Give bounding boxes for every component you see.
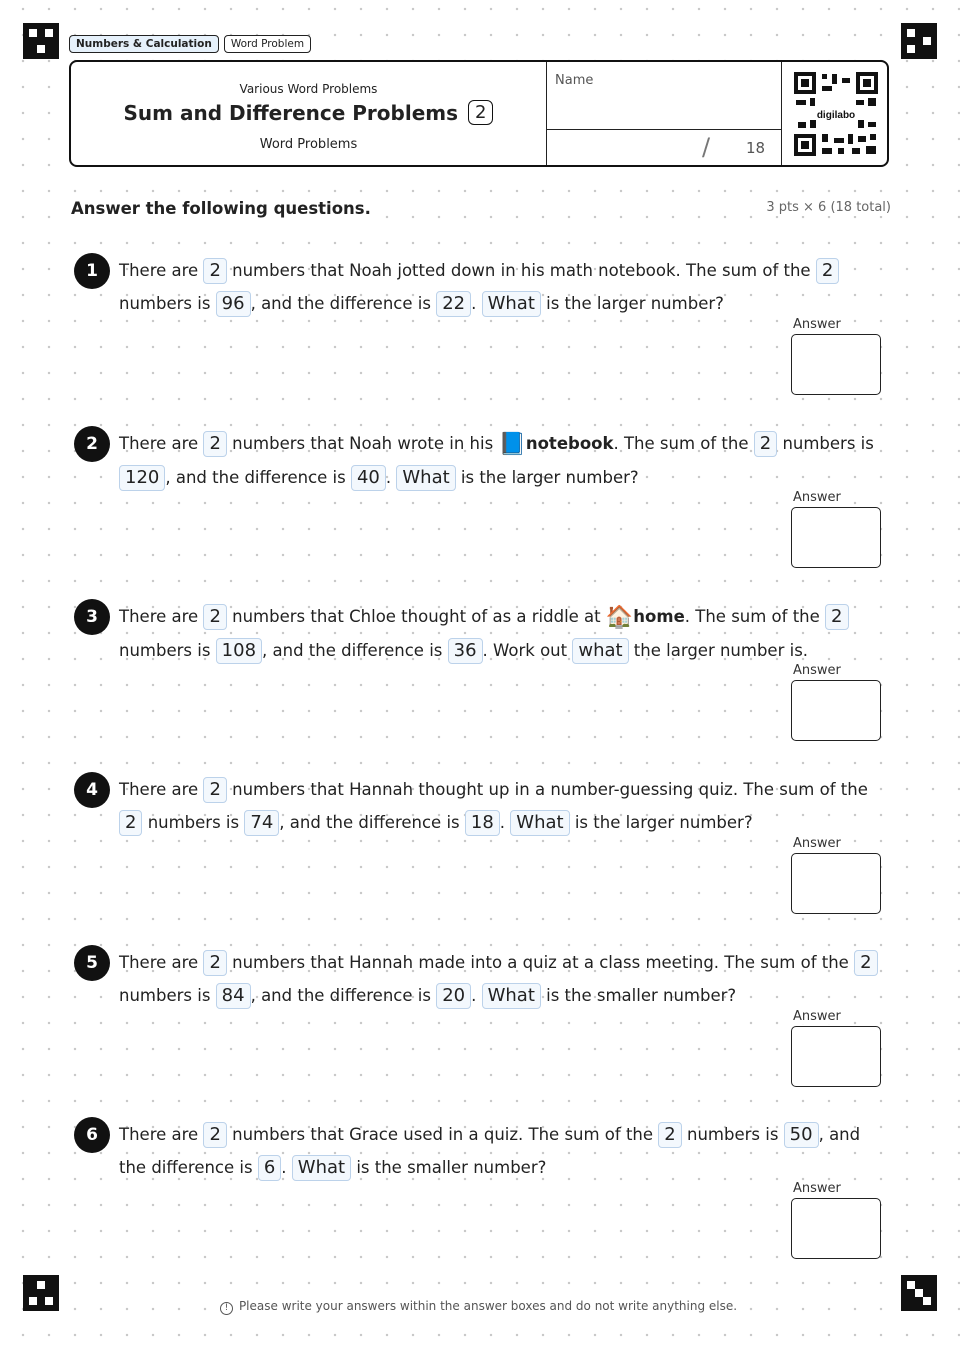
question-number: 1 <box>74 253 110 289</box>
value-box: 2 <box>825 604 848 630</box>
question-text <box>119 946 884 1012</box>
points-info: 3 pts × 6 (18 total) <box>766 200 891 215</box>
value-box: 6 <box>258 1155 281 1181</box>
value-box: 2 <box>203 431 226 457</box>
text-segment: There are <box>119 261 204 280</box>
answer-label: Answer <box>793 490 841 505</box>
qr-brand-text: digilabo <box>816 110 856 121</box>
worksheet-header <box>69 60 889 167</box>
corner-marker-top-left <box>23 23 59 59</box>
worksheet-subtitle: Various Word Problems <box>239 82 378 96</box>
value-box: What <box>292 1155 351 1181</box>
value-box: 84 <box>216 983 251 1009</box>
question-text <box>119 427 884 494</box>
text-segment: . <box>281 1158 292 1177</box>
text-segment: . <box>385 468 397 487</box>
value-box: 96 <box>216 291 251 317</box>
question-number: 2 <box>74 426 110 462</box>
text-segment: numbers is <box>119 986 216 1005</box>
text-segment: , and the difference is <box>165 468 351 487</box>
question-text <box>119 254 884 320</box>
tag-topic: Numbers & Calculation <box>69 35 219 53</box>
text-segment: . <box>471 986 482 1005</box>
value-box: 2 <box>816 258 839 284</box>
title-block <box>71 62 546 165</box>
text-segment: . <box>499 813 511 832</box>
corner-marker-top-right <box>901 23 937 59</box>
text-segment: , and the difference is <box>279 813 465 832</box>
value-box: What <box>482 291 541 317</box>
value-box: 36 <box>448 638 483 664</box>
text-segment: numbers that Hannah made into a quiz at a class meeting. The sum of the <box>226 953 855 972</box>
value-box: what <box>572 638 628 664</box>
value-box: 2 <box>754 431 777 457</box>
value-box: 2 <box>658 1122 681 1148</box>
score-total: 18 <box>746 139 766 157</box>
value-box: 2 <box>203 950 226 976</box>
value-box: 2 <box>203 604 226 630</box>
text-segment: , and the difference is <box>262 641 448 660</box>
score-slash: / <box>702 133 711 161</box>
worksheet-title <box>71 100 546 125</box>
text-segment: numbers is <box>142 813 245 832</box>
text-segment: . The sum of the <box>613 434 754 453</box>
question-6 <box>74 1117 894 1267</box>
value-box: 74 <box>244 810 279 836</box>
value-box: 120 <box>119 465 165 491</box>
value-box: 2 <box>203 258 226 284</box>
value-box: What <box>482 983 541 1009</box>
text-segment: numbers that Grace used in a quiz. The sum of the <box>226 1125 659 1144</box>
text-segment: numbers that Noah wrote in his <box>226 434 499 453</box>
answer-box[interactable] <box>791 1026 881 1087</box>
value-box: 40 <box>351 465 386 491</box>
question-number: 6 <box>74 1117 110 1153</box>
text-segment: numbers that Noah jotted down in his math notebook. The sum of the <box>226 261 816 280</box>
text-segment: . Work out <box>482 641 573 660</box>
value-box: What <box>396 465 455 491</box>
question-text <box>119 1118 884 1184</box>
text-segment: There are <box>119 434 204 453</box>
question-1 <box>74 253 894 403</box>
title-text: Sum and Difference Problems <box>123 100 459 125</box>
qr-code-area <box>781 62 888 165</box>
tag-type: Word Problem <box>224 35 311 53</box>
answer-box[interactable] <box>791 680 881 741</box>
text-segment: is the smaller number? <box>540 986 737 1005</box>
topic-tags <box>69 35 311 53</box>
text-segment: There are <box>119 780 204 799</box>
question-number: 4 <box>74 772 110 808</box>
footer-note <box>0 1299 960 1315</box>
text-segment: the larger number is. <box>628 641 809 660</box>
worksheet-category: Word Problems <box>259 137 358 152</box>
footer-text: Please write your answers within the answer boxes and do not write anything else. <box>236 1299 740 1313</box>
text-segment: There are <box>119 953 204 972</box>
worksheet-number: 2 <box>468 100 493 125</box>
text-segment: is the larger number? <box>540 294 724 313</box>
qr-code-icon <box>794 72 878 156</box>
text-segment: numbers is <box>681 1125 784 1144</box>
text-segment: . The sum of the <box>684 607 826 626</box>
text-segment: There are <box>119 607 204 626</box>
answer-label: Answer <box>793 1181 841 1196</box>
text-segment: , and the difference is <box>119 1125 861 1177</box>
name-field[interactable] <box>546 62 782 130</box>
value-box: 2 <box>203 1122 226 1148</box>
text-segment: numbers that Hannah thought up in a number-guessing quiz. The sum of the <box>226 780 868 799</box>
value-box: 22 <box>436 291 471 317</box>
text-segment: numbers is <box>777 434 874 453</box>
score-field[interactable] <box>546 129 782 165</box>
emoji-word: home <box>633 607 685 626</box>
answer-box[interactable] <box>791 1198 881 1259</box>
answer-label: Answer <box>793 836 841 851</box>
answer-box[interactable] <box>791 853 881 914</box>
text-segment: is the larger number? <box>569 813 753 832</box>
text-segment: numbers is <box>119 294 216 313</box>
value-box: 2 <box>119 810 142 836</box>
question-5 <box>74 945 894 1095</box>
answer-label: Answer <box>793 1009 841 1024</box>
info-icon: ! <box>220 1302 233 1315</box>
text-segment: There are <box>119 1125 204 1144</box>
question-4 <box>74 772 894 922</box>
question-3 <box>74 599 894 749</box>
emoji-word: notebook <box>525 434 614 453</box>
name-label: Name <box>555 73 594 88</box>
answer-box[interactable] <box>791 334 881 395</box>
question-text <box>119 600 884 667</box>
question-number: 3 <box>74 599 110 635</box>
text-segment: numbers that Chloe thought of as a riddle at <box>226 607 606 626</box>
value-box: 18 <box>465 810 500 836</box>
value-box: 50 <box>784 1122 819 1148</box>
value-box: What <box>510 810 569 836</box>
question-text <box>119 773 884 839</box>
answer-label: Answer <box>793 663 841 678</box>
text-segment: , and the difference is <box>250 294 437 313</box>
value-box: 2 <box>203 777 226 803</box>
value-box: 2 <box>854 950 877 976</box>
value-box: 20 <box>436 983 471 1009</box>
question-2 <box>74 426 894 576</box>
answer-label: Answer <box>793 317 841 332</box>
text-segment: is the larger number? <box>455 468 639 487</box>
notebook-icon: 📘 <box>498 432 526 457</box>
answer-box[interactable] <box>791 507 881 568</box>
text-segment: numbers is <box>119 641 216 660</box>
question-number: 5 <box>74 945 110 981</box>
text-segment: , and the difference is <box>250 986 437 1005</box>
text-segment: is the smaller number? <box>351 1158 547 1177</box>
value-box: 108 <box>216 638 262 664</box>
instructions: Answer the following questions. <box>71 199 371 218</box>
text-segment: . <box>471 294 482 313</box>
home-icon: 🏠 <box>605 605 634 630</box>
